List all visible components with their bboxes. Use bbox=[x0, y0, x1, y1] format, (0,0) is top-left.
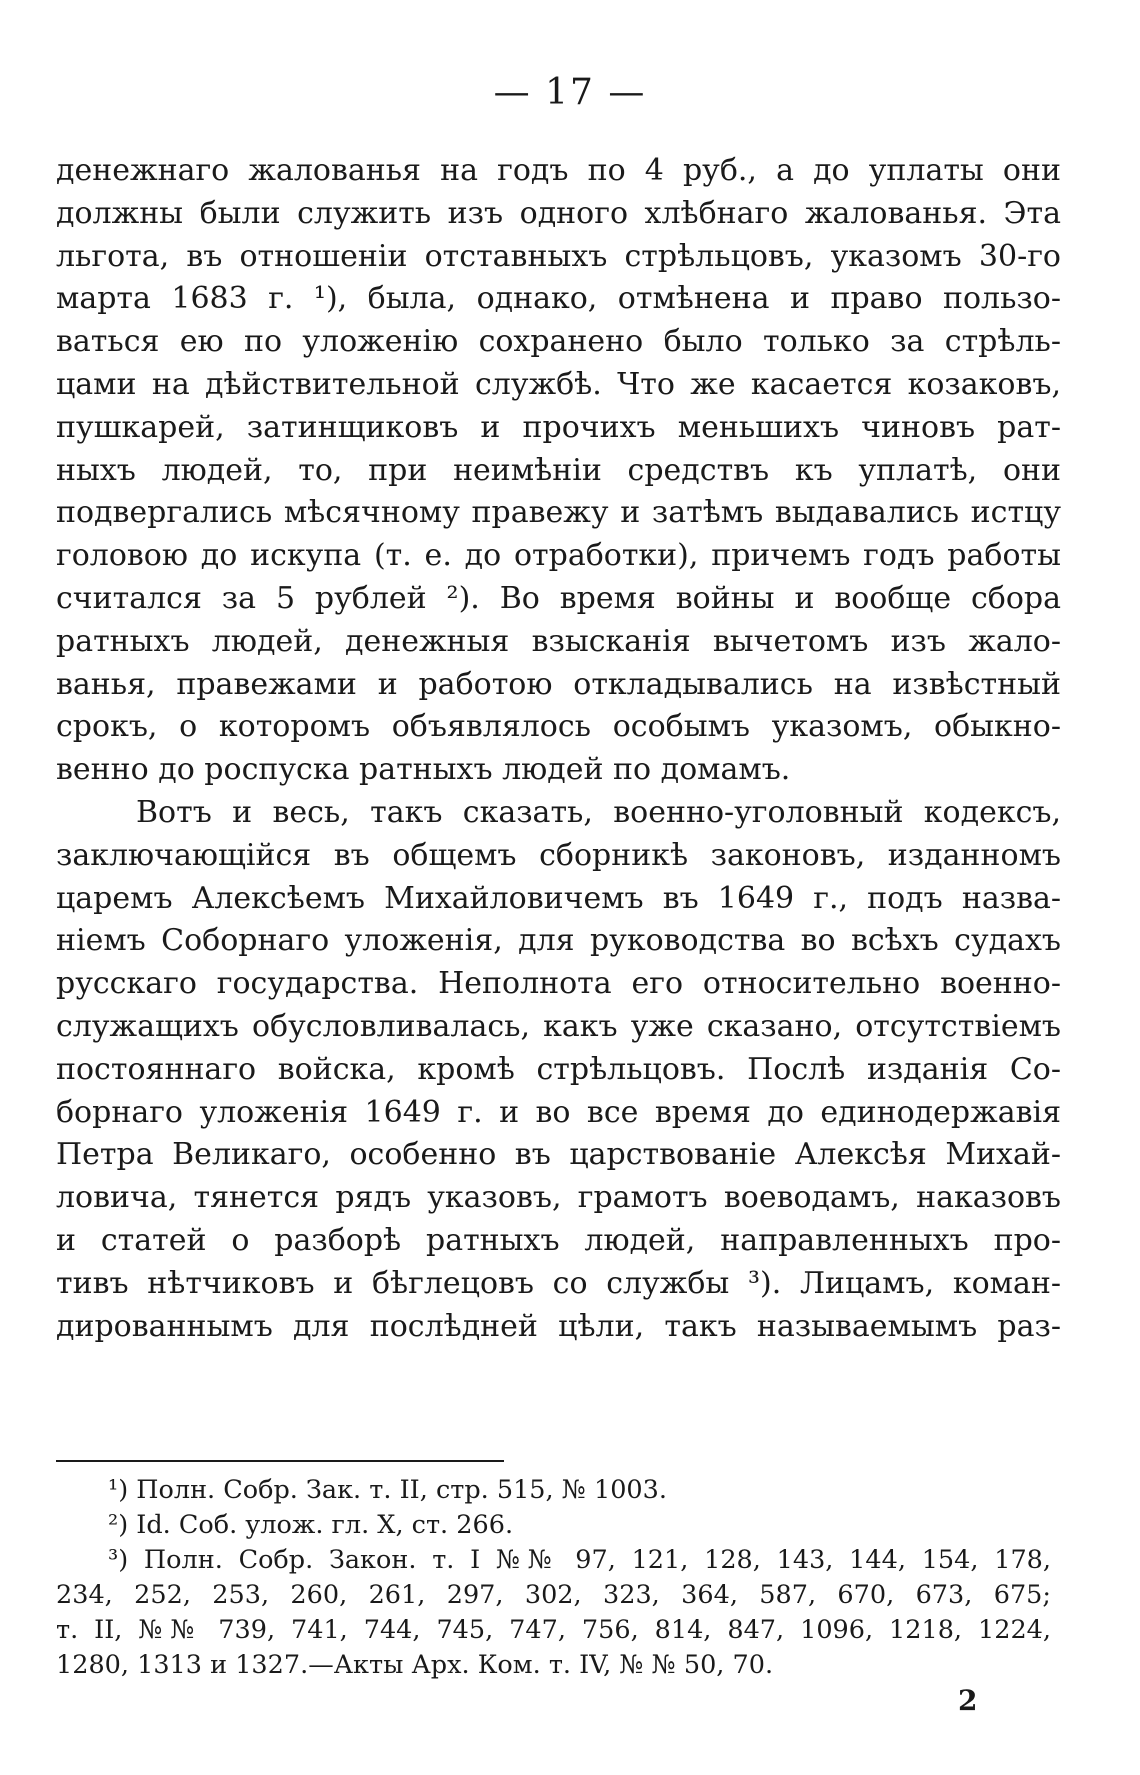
text-line: ванья, правежами и работою откладывались на извѣстный bbox=[56, 666, 1061, 702]
text-line: срокъ, о которомъ объявлялось особымъ указомъ, обыкно- bbox=[56, 709, 1061, 745]
text-line: льгота, въ отношеніи отставныхъ стрѣльцовъ, указомъ 30-го bbox=[56, 238, 1061, 274]
footnote-3-continued: т. II, №№ 739, 741, 744, 745, 747, 756, 814, 847, 1096, 1218, 1224, bbox=[56, 1615, 1051, 1645]
text-line: ныхъ людей, то, при неимѣніи средствъ къ уплатѣ, они bbox=[56, 452, 1061, 488]
footnotes bbox=[56, 1473, 1051, 1683]
text-line: ніемъ Соборнаго уложенія, для руководства во всѣхъ судахъ bbox=[56, 923, 1061, 959]
paragraph-start-line: Вотъ и весь, такъ сказать, военно-уголовный кодексъ, bbox=[136, 794, 1061, 830]
footnote-3-continued: 1280, 1313 и 1327.—Акты Арх. Ком. т. IV, № № 50, 70. bbox=[56, 1650, 774, 1680]
text-line: ваться ею по уложенію сохранено было только за стрѣль- bbox=[56, 324, 1061, 360]
text-line: должны были служить изъ одного хлѣбнаго жалованья. Эта bbox=[56, 195, 1061, 231]
text-line: русскаго государства. Неполнота его относительно военно- bbox=[56, 966, 1061, 1002]
text-line: постояннаго войска, кромѣ стрѣльцовъ. Послѣ изданія Со- bbox=[56, 1051, 1061, 1087]
page-number: — 17 — bbox=[493, 72, 647, 113]
text-line: ловича, тянется рядъ указовъ, грамотъ воеводамъ, наказовъ bbox=[56, 1180, 1061, 1216]
text-line: и статей о разборѣ ратныхъ людей, направленныхъ про- bbox=[56, 1222, 1061, 1258]
footnote-3: ³) Полн. Собр. Закон. т. I №№ 97, 121, 128, 143, 144, 154, 178, bbox=[108, 1545, 1051, 1575]
signature-mark: 2 bbox=[958, 1684, 978, 1717]
text-line: заключающійся въ общемъ сборникѣ законовъ, изданномъ bbox=[56, 837, 1061, 873]
footnote-divider bbox=[56, 1460, 504, 1462]
text-line: считался за 5 рублей ²). Во время войны и вообще сбора bbox=[56, 580, 1061, 616]
text-line: подвергались мѣсячному правежу и затѣмъ выдавались истцу bbox=[56, 495, 1061, 531]
footnote-3-continued: 234, 252, 253, 260, 261, 297, 302, 323, 364, 587, 670, 673, 675; bbox=[56, 1580, 1051, 1610]
paragraph-end-line: венно до роспуска ратныхъ людей по домамъ. bbox=[56, 752, 791, 788]
text-line: служащихъ обусловливалась, какъ уже сказано, отсутствіемъ bbox=[56, 1008, 1061, 1044]
text-line: головою до искупа (т. е. до отработки), причемъ годъ работы bbox=[56, 538, 1061, 574]
text-line: Петра Великаго, особенно въ царствованіе Алексѣя Михай- bbox=[56, 1137, 1061, 1173]
text-line: денежнаго жалованья на годъ по 4 руб., а до уплаты они bbox=[56, 153, 1061, 188]
body-text bbox=[56, 150, 1061, 1348]
text-line: цами на дѣйствительной службѣ. Что же касается козаковъ, bbox=[56, 366, 1061, 402]
text-line: борнаго уложенія 1649 г. и во все время до единодержавія bbox=[56, 1094, 1061, 1130]
text-line: ратныхъ людей, денежныя взысканія вычетомъ изъ жало- bbox=[56, 623, 1061, 659]
footnote-2: ²) Id. Соб. улож. гл. X, ст. 266. bbox=[108, 1510, 514, 1540]
text-line: пушкарей, затинщиковъ и прочихъ меньшихъ чиновъ рат- bbox=[56, 409, 1061, 445]
text-line: марта 1683 г. ¹), была, однако, отмѣнена и право пользо- bbox=[56, 281, 1061, 317]
text-line: дированнымъ для послѣдней цѣли, такъ называемымъ раз- bbox=[56, 1308, 1061, 1344]
text-line: царемъ Алексѣемъ Михайловичемъ въ 1649 г., подъ назва- bbox=[56, 880, 1061, 916]
text-line: тивъ нѣтчиковъ и бѣглецовъ со службы ³). Лицамъ, коман- bbox=[56, 1265, 1061, 1301]
footnote-1: ¹) Полн. Собр. Зак. т. II, стр. 515, № 1003. bbox=[108, 1475, 667, 1505]
